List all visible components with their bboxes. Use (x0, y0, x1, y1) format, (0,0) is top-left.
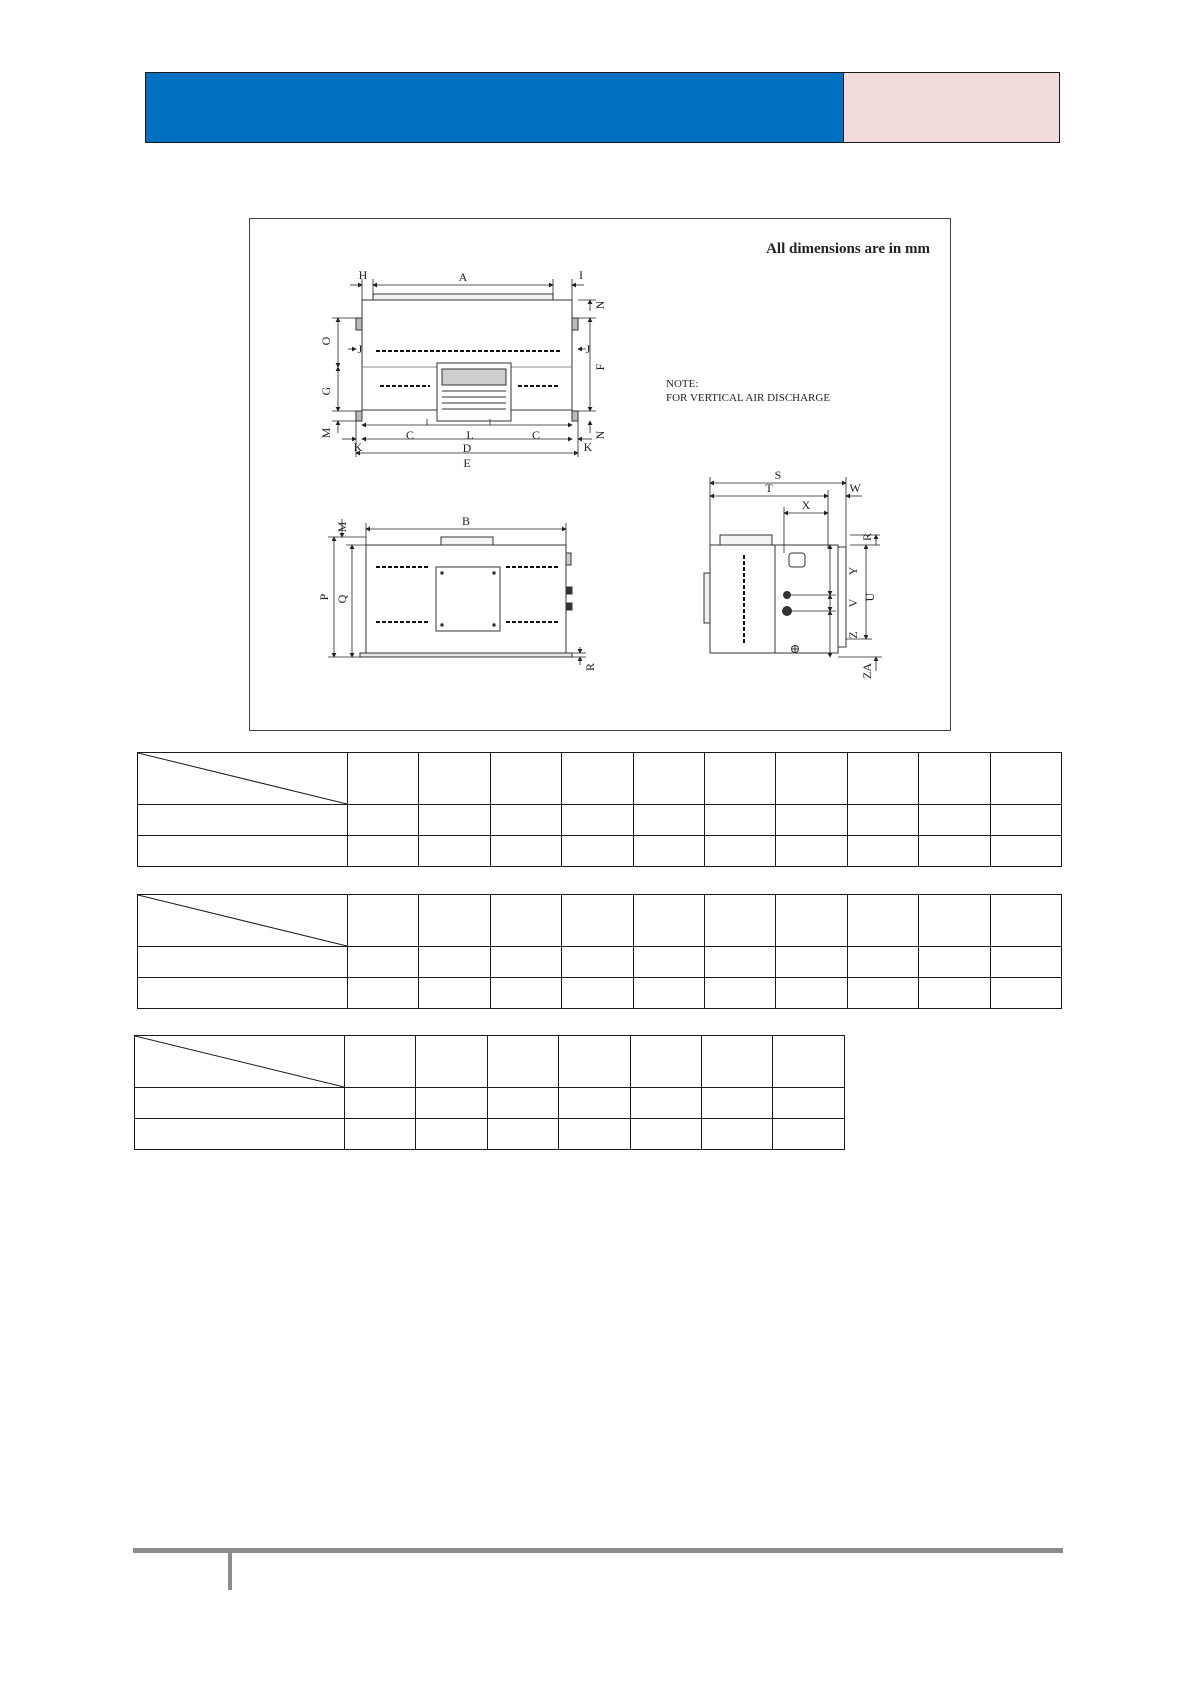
table-header-cell (487, 1036, 558, 1088)
table-header-cell (919, 895, 990, 947)
dim-label-x: X (801, 498, 811, 512)
dim-label-za: ZA (860, 663, 874, 679)
dim-label-n-bottom: N (593, 430, 607, 440)
table-header-cell (704, 895, 775, 947)
dim-label-s: S (774, 468, 782, 482)
dimension-table-2 (137, 894, 1062, 1009)
dim-label-f: F (593, 363, 607, 371)
table-header-cell (633, 895, 704, 947)
table-header-cell (919, 753, 990, 805)
dim-label-o: O (319, 336, 333, 346)
table-header-cell (419, 753, 490, 805)
table-header-cell (630, 1036, 701, 1088)
dim-label-y: Y (846, 566, 860, 576)
dim-label-k-left: K (353, 440, 363, 454)
table-header-cell (490, 895, 561, 947)
dim-label-a: A (458, 270, 468, 284)
dim-label-j-right: J (585, 342, 591, 356)
table-header-cell (562, 895, 633, 947)
table-header-cell (776, 753, 847, 805)
table-header-cell (776, 895, 847, 947)
dim-label-r-front: R (583, 662, 597, 672)
note-body: FOR VERTICAL AIR DISCHARGE (666, 392, 831, 404)
table-header-cell (416, 1036, 487, 1088)
dim-label-m-front: M (335, 521, 349, 533)
dim-label-g: G (319, 386, 333, 396)
table-header-cell (701, 1036, 772, 1088)
note-title: NOTE: (666, 378, 699, 390)
table-header-cell (419, 895, 490, 947)
table-header-cell (704, 753, 775, 805)
table-header-cell (773, 1036, 844, 1088)
dim-label-j-left: J (357, 342, 363, 356)
dim-label-l: L (466, 428, 474, 442)
table-row (138, 836, 1062, 867)
table-header-cell (847, 895, 918, 947)
table-header-cell (559, 1036, 630, 1088)
table-corner-cell (138, 753, 348, 805)
dim-label-r-side: R (860, 532, 874, 542)
table-corner-cell (135, 1036, 345, 1088)
footer-divider (228, 1552, 232, 1590)
dimension-table-1 (137, 752, 1062, 867)
front-view (360, 537, 572, 657)
dim-label-c-left: C (405, 428, 415, 442)
dim-label-k-right: K (583, 440, 593, 454)
table-row (138, 978, 1062, 1009)
dim-label-i: I (579, 268, 583, 282)
units-note: All dimensions are in mm (766, 241, 930, 257)
dim-label-h: H (358, 268, 368, 282)
dimension-drawing (249, 218, 951, 731)
dim-label-c-right: C (531, 428, 541, 442)
table-row (135, 1088, 845, 1119)
table-header-cell (990, 895, 1061, 947)
dim-label-e: E (463, 456, 471, 470)
side-view (704, 535, 846, 653)
dim-label-b: B (461, 514, 471, 528)
table-row (135, 1119, 845, 1150)
table-header-cell (345, 1036, 416, 1088)
table-header-cell (348, 753, 419, 805)
header-title-bar (145, 72, 844, 143)
dim-label-d: D (462, 441, 472, 455)
dim-label-z: Z (846, 631, 860, 639)
side-view-labels (765, 468, 877, 679)
dim-label-v: V (846, 598, 860, 608)
top-view (356, 294, 578, 421)
table-header-cell (490, 753, 561, 805)
table-header-cell (990, 753, 1061, 805)
table-header-cell (562, 753, 633, 805)
table-header-cell (633, 753, 704, 805)
dim-label-n-top: N (593, 300, 607, 310)
table-header-cell (348, 895, 419, 947)
dim-label-q: Q (335, 594, 349, 604)
dimension-table-3 (134, 1035, 845, 1150)
header-side-panel (844, 72, 1060, 143)
table-row (138, 947, 1062, 978)
dim-label-m-top: M (319, 427, 333, 439)
footer-rule (133, 1548, 1063, 1553)
dim-label-t: T (765, 481, 773, 495)
dim-label-w: W (849, 481, 861, 495)
table-header-cell (847, 753, 918, 805)
table-corner-cell (138, 895, 348, 947)
dim-label-p: P (317, 593, 331, 601)
table-row (138, 805, 1062, 836)
dim-label-u: U (863, 592, 877, 602)
